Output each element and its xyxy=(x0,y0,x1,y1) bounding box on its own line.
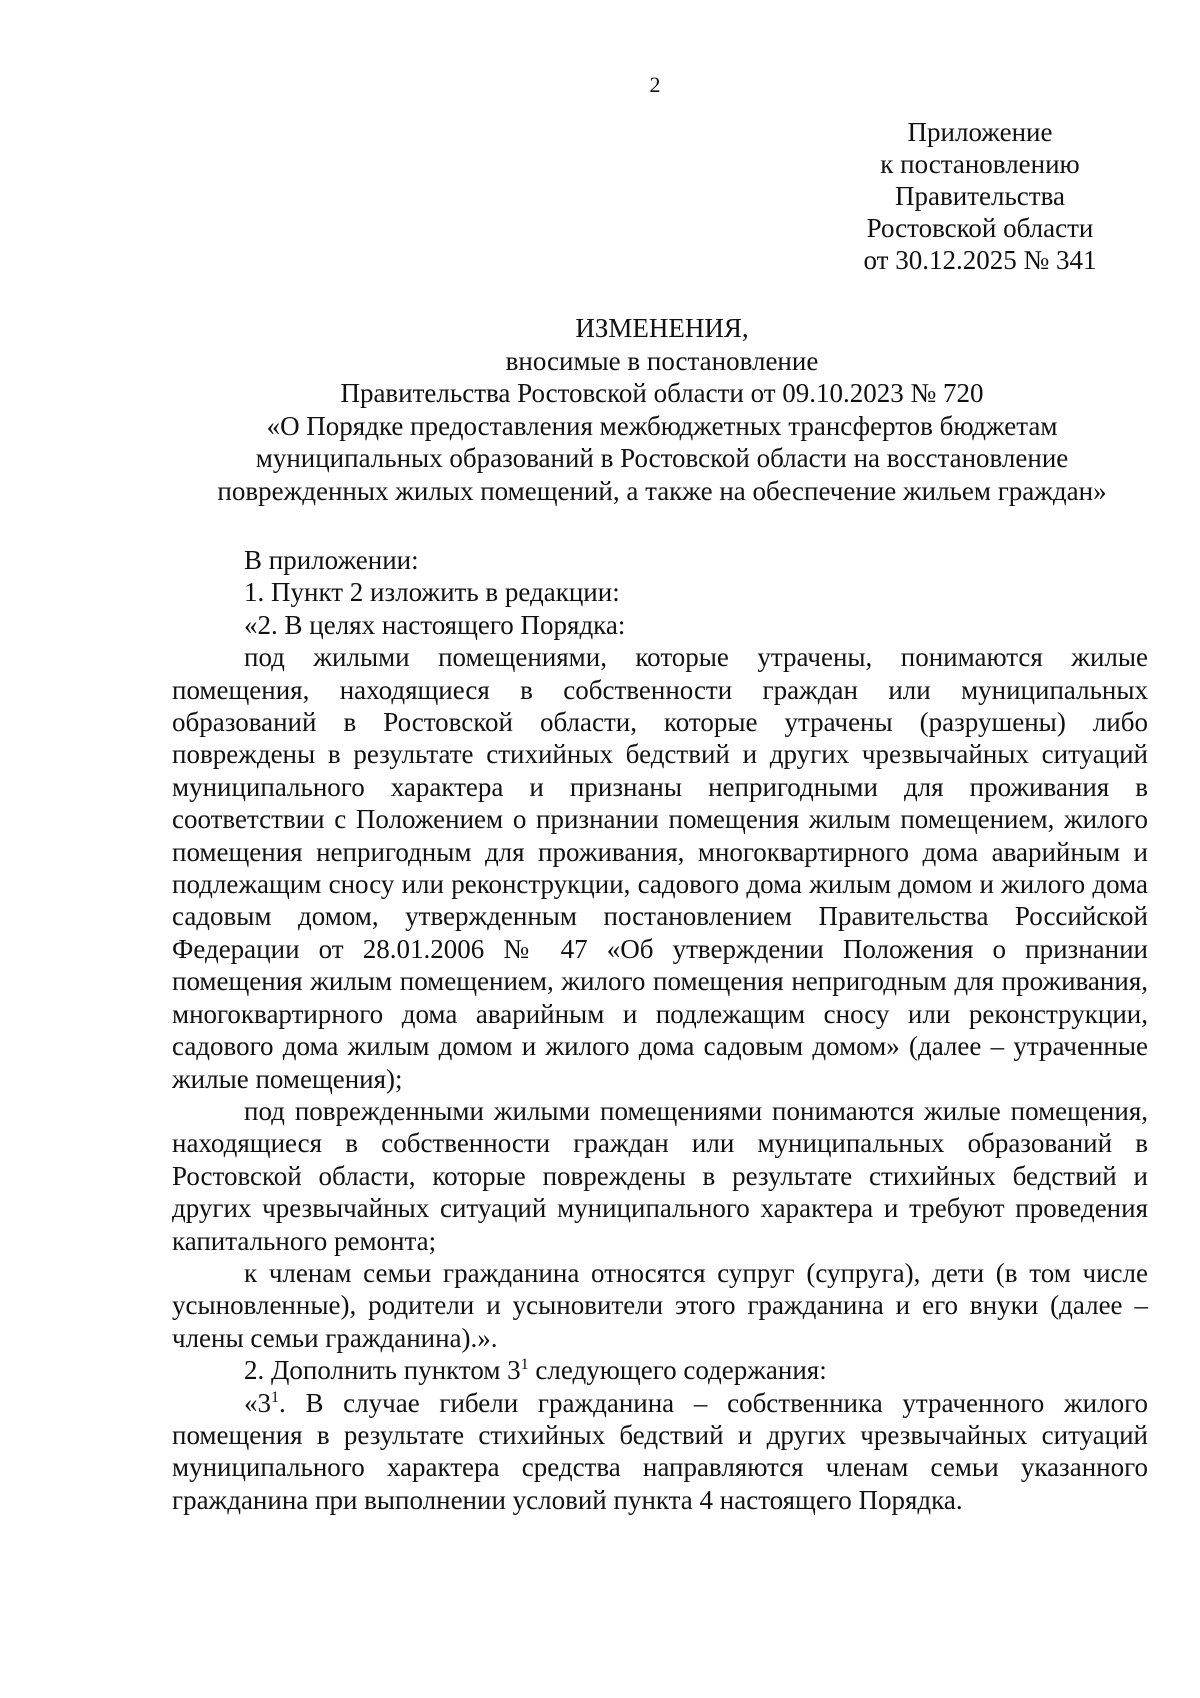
page-number: 2 xyxy=(649,72,661,97)
heading-title: ИЗМЕНЕНИЯ, xyxy=(575,313,749,343)
document-body xyxy=(172,544,1148,1516)
paragraph-text: 2. Дополнить пунктом 3 xyxy=(244,1355,521,1386)
heading-line: вносимые в постановление xyxy=(505,345,819,376)
appendix-line: Ростовской области xyxy=(866,213,1094,243)
superscript: 1 xyxy=(271,1388,279,1406)
paragraph: 1. Пункт 2 изложить в редакции: xyxy=(244,577,620,608)
appendix-block xyxy=(840,116,1120,276)
paragraph: к членам семьи гражданина относятся супруг (супруга), дети (в том числе усыновленные), родители и усыновители этого гражданина и его внуки (далее – члены семьи гражданина).». xyxy=(172,1257,1148,1353)
superscript: 1 xyxy=(520,1356,529,1374)
heading-line: «О Порядке предоставления межбюджетных трансфертов бюджетам xyxy=(266,410,1058,441)
appendix-line: от 30.12.2025 № 341 xyxy=(863,245,1097,275)
paragraph: под жилыми помещениями, которые утрачены, понимаются жилые помещения, находящиеся в собственности граждан или муниципальных образований в Ростовской области, которые утрачены (разрушены) либо повреждены в результате стихийных бедствий и других чрезвычайных ситуаций муниципального характера и признаны непригодными для проживания в соответствии с Положением о признании помещения жилым помещением, жилого помещения непригодным для проживания, многоквартирного дома аварийным и подлежащим сносу или реконструкции, садового дома жилым домом и жилого дома садовым домом, утвержденным постановлением Правительства Российской Федерации от 28.01.2006 № 47 «Об утверждении Положения о признании помещения жилым помещением, жилого помещения непригодным для проживания, многоквартирного дома аварийным и подлежащим сносу или реконструкции, садового дома жилым домом и жилого дома садовым домом» (далее – утраченные жилые помещения); xyxy=(172,642,1148,1094)
document-heading xyxy=(172,312,1152,507)
heading-line: поврежденных жилых помещений, а также на обеспечение жильем граждан» xyxy=(217,475,1107,506)
paragraph-text: следующего содержания: xyxy=(528,1355,827,1386)
paragraph xyxy=(172,1354,1148,1386)
paragraph: В приложении: xyxy=(244,545,419,575)
appendix-line: к постановлению xyxy=(880,149,1080,179)
heading-line: муниципальных образований в Ростовской области на восстановление xyxy=(255,443,1069,473)
paragraph-text: «3 xyxy=(244,1387,271,1418)
paragraph xyxy=(172,1387,1148,1517)
appendix-line: Правительства xyxy=(895,181,1065,211)
appendix-line: Приложение xyxy=(907,117,1053,147)
paragraph: под поврежденными жилыми помещениями понимаются жилые помещения, находящиеся в собственности граждан или муниципальных образований в Ростовской области, которые повреждены в результате стихийных бедствий и других чрезвычайных ситуаций муниципального характера и требуют проведения капитального ремонта; xyxy=(172,1095,1148,1256)
paragraph-text: . В случае гибели гражданина – собственника утраченного жилого помещения в результате стихийных бедствий и других чрезвычайных ситуаций муниципального характера средства направляются членам семьи указанного гражданина при выполнении условий пункта 4 настоящего Порядка. xyxy=(172,1387,1148,1515)
paragraph: «2. В целях настоящего Порядка: xyxy=(244,609,626,640)
heading-line: Правительства Ростовской области от 09.10.2023 № 720 xyxy=(340,378,984,408)
